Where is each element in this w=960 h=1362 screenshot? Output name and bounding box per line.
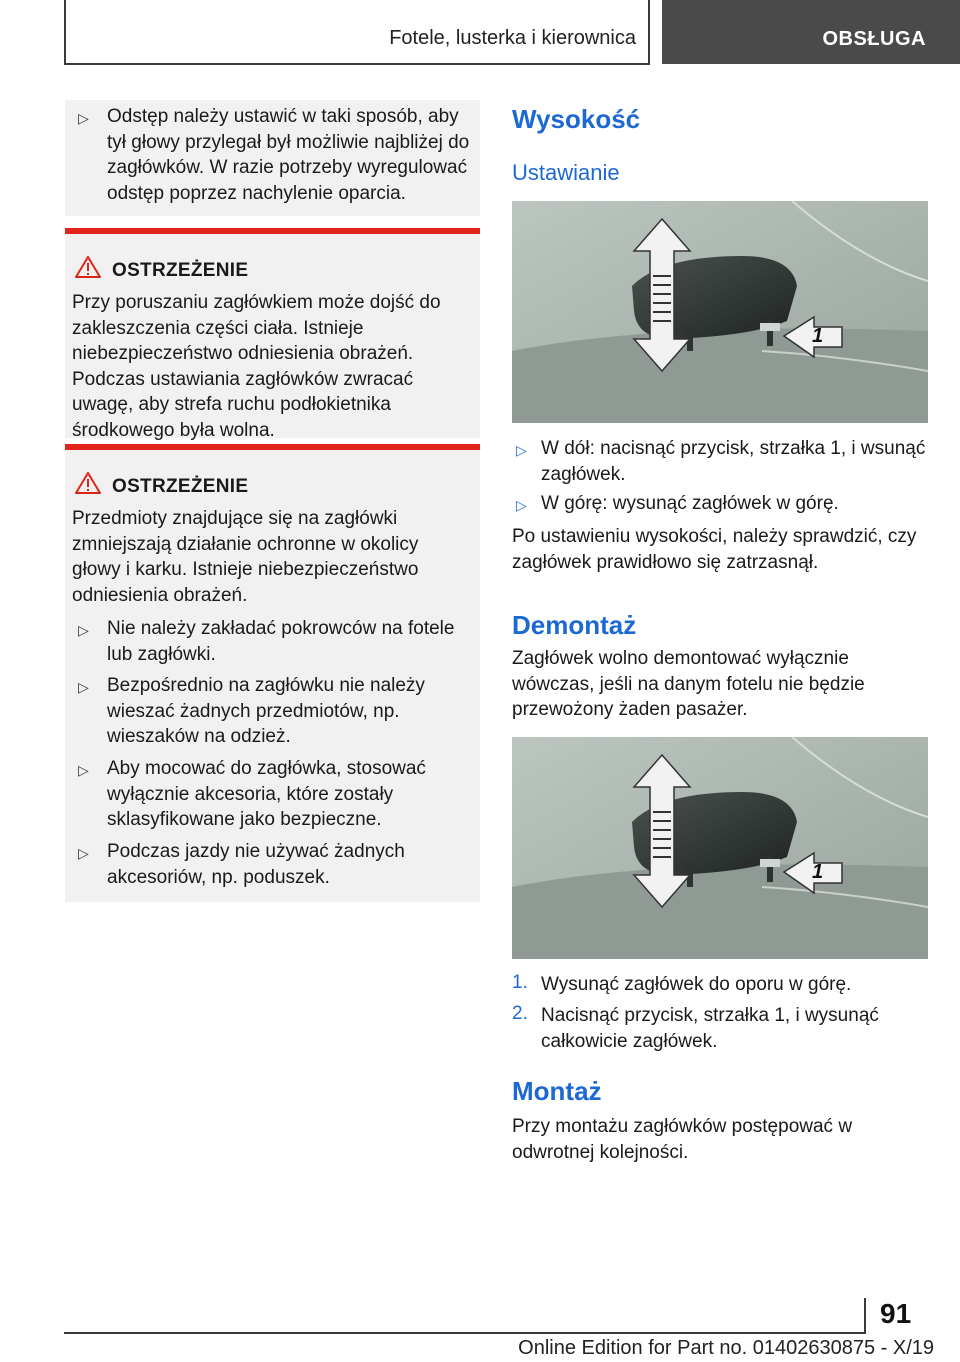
header-rule-right	[648, 0, 650, 64]
callout-label: 1	[812, 861, 824, 883]
header-rule-bottom	[64, 63, 650, 65]
warning-box-1	[65, 228, 480, 441]
step-number: 2.	[512, 1003, 528, 1024]
bullet-triangle-icon: ▷	[516, 442, 527, 458]
list-item: Aby mocować do zagłówka, stosować wyłącznie akcesoria, które zostały sklasyfikowane jako bezpieczne.	[107, 758, 426, 831]
warning-text: Przy poruszaniu zagłówkiem może dojść do zakleszczenia części ciała. Istnieje niebezpieczeństwo odniesienia obrażeń. Podczas ustawiania zagłówków zwracać uwagę, aby strefa ruchu podłokietnika środkowego była wolna.	[72, 292, 441, 441]
note-text: Odstęp należy ustawić w taki sposób, aby tył głowy przylegał był możliwie najbliżej do zagłówków. W razie potrzeby wyregulować odstęp poprzez nachylenie oparcia.	[107, 106, 470, 204]
warning-title: OSTRZEŻENIE	[112, 260, 249, 281]
headrest-illustration	[512, 201, 928, 423]
step-number: 1.	[512, 972, 528, 993]
list-item: W dół: nacisnąć przycisk, strzałka 1, i wsunąć zagłówek.	[541, 438, 926, 485]
list-item: W górę: wysunąć zagłówek w górę.	[541, 493, 839, 514]
chapter-tab-label: OBSŁUGA	[822, 28, 926, 50]
bullet-triangle-icon: ▷	[78, 622, 89, 638]
footer-rule	[64, 1332, 864, 1334]
warning-title: OSTRZEŻENIE	[112, 476, 249, 497]
warning-icon	[75, 256, 101, 278]
step-text: Wysunąć zagłówek do oporu w górę.	[541, 974, 852, 995]
heading-height: Wysokość	[512, 104, 641, 134]
list-item: Podczas jazdy nie używać żadnych akcesoriów, np. poduszek.	[107, 841, 405, 888]
header-rule-left	[64, 0, 66, 64]
section-title: Fotele, lusterka i kierownica	[389, 27, 636, 49]
headrest-figure-1	[512, 201, 928, 423]
subheading-adjust: Ustawianie	[512, 160, 620, 185]
list-item: Nie należy zakładać pokrowców na fotele lub zagłówki.	[107, 618, 455, 665]
warning-icon	[75, 472, 101, 494]
heading-install: Montaż	[512, 1076, 602, 1106]
callout-label: 1	[812, 325, 824, 347]
paragraph: Zagłówek wolno demontować wyłącznie wówczas, jeśli na danym fotelu nie będzie przewożony żaden pasażer.	[512, 648, 865, 721]
headrest-illustration	[512, 737, 928, 959]
paragraph: Po ustawieniu wysokości, należy sprawdzić, czy zagłówek prawidłowo się zatrzasnął.	[512, 526, 917, 573]
chapter-tab[interactable]	[662, 0, 960, 64]
edition-footer: Online Edition for Part no. 01402630875 - X/19	[518, 1337, 934, 1359]
bullet-triangle-icon: ▷	[78, 110, 89, 126]
list-item: Bezpośrednio na zagłówku nie należy wieszać żadnych przedmiotów, np. wieszaków na odzież.	[107, 675, 425, 748]
heading-remove: Demontaż	[512, 610, 637, 640]
headrest-figure-2	[512, 737, 928, 959]
paragraph: Przy montażu zagłówków postępować w odwrotnej kolejności.	[512, 1116, 853, 1163]
bullet-triangle-icon: ▷	[78, 845, 89, 861]
note-box	[65, 100, 480, 216]
page-number: 91	[880, 1298, 912, 1329]
bullet-triangle-icon: ▷	[78, 762, 89, 778]
footer-rule-vertical	[864, 1298, 866, 1334]
step-text: Nacisnąć przycisk, strzałka 1, i wysunąć całkowicie zagłówek.	[541, 1005, 879, 1052]
bullet-triangle-icon: ▷	[78, 679, 89, 695]
bullet-triangle-icon: ▷	[516, 497, 527, 513]
warning-box-2	[65, 444, 480, 902]
warning-text: Przedmioty znajdujące się na zagłówki zmniejszają działanie ochronne w okolicy głowy i karku. Istnieje niebezpieczeństwo odniesienia obrażeń.	[72, 508, 419, 606]
